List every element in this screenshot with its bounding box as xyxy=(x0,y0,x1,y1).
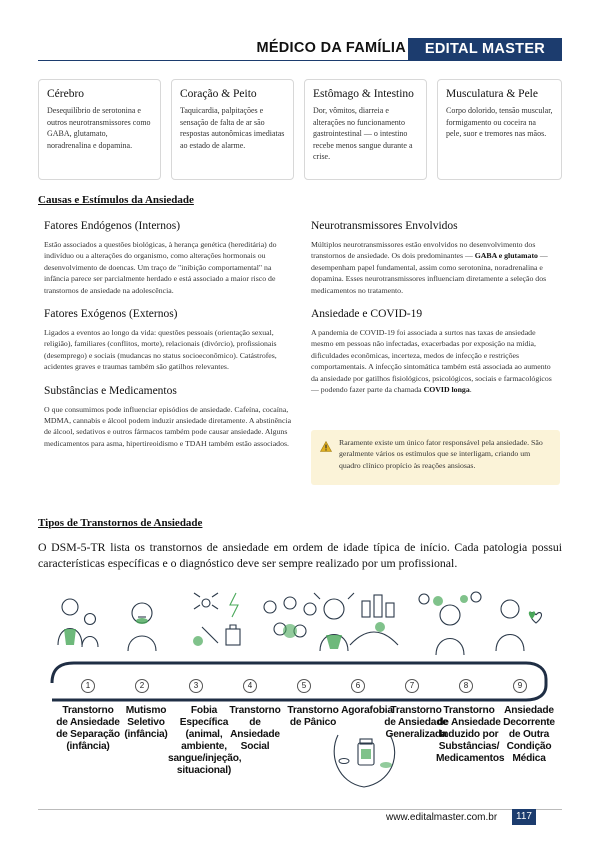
warning-box xyxy=(311,430,560,485)
header-title: MÉDICO DA FAMÍLIA xyxy=(256,40,406,56)
card-title: Coração & Peito xyxy=(180,88,257,100)
card-muscles xyxy=(437,79,562,180)
timeline-node: 5 xyxy=(297,679,311,693)
substances-text: O que consumimos pode influenciar episódios de ansiedade. Cafeína, cocaína, MDMA, cannabis e álcool podem induzir ansiedade diretamente. A abstinência de álcool, sedativos e outros fármacos também pode causar ansiedade. Alguns medicamentos para asma, hipertireoidismo e TDAH também estão associados. xyxy=(44,404,292,448)
card-brain xyxy=(38,79,161,180)
timeline-node: 3 xyxy=(189,679,203,693)
card-title: Estômago & Intestino xyxy=(313,88,414,100)
timeline-node: 9 xyxy=(513,679,527,693)
section-title-types: Tipos de Transtornos de Ansiedade xyxy=(38,517,203,529)
card-text: Desequilíbrio de serotonina e outros neurotransmissores como GABA, glutamato, noradrenalina e dopamina. xyxy=(47,106,151,150)
disorder-timeline xyxy=(38,585,562,810)
timeline-label-mutism: Mutismo Seletivo (infância) xyxy=(124,705,168,740)
section-title-causes: Causas e Estímulos da Ansiedade xyxy=(38,194,194,206)
timeline-label-generalized: Transtorno de Ansiedade Generalizada xyxy=(384,705,448,740)
warning-icon xyxy=(320,441,332,452)
header-divider xyxy=(38,60,562,61)
card-text: Corpo dolorido, tensão muscular, formigamento ou coceira na pele, suor e tremores nas mãos. xyxy=(446,106,553,138)
exogenous-title: Fatores Exógenos (Externos) xyxy=(44,308,178,321)
timeline-node: 6 xyxy=(351,679,365,693)
card-title: Musculatura & Pele xyxy=(446,88,538,100)
neuro-title: Neurotransmissores Envolvidos xyxy=(311,220,458,232)
page-number: 117 xyxy=(512,809,536,825)
card-text: Taquicardia, palpitações e sensação de falta de ar são respostas autonômicas imediatas ao estado de alarme. xyxy=(180,106,285,150)
header-brand: EDITAL MASTER xyxy=(408,38,562,60)
endogenous-title: Fatores Endógenos (Internos) xyxy=(44,220,181,232)
covid-title: Ansiedade e COVID-19 xyxy=(311,308,423,321)
timeline-node: 7 xyxy=(405,679,419,693)
timeline-illustration xyxy=(38,585,562,810)
timeline-label-social: Transtorno de Ansiedade Social xyxy=(229,705,281,752)
timeline-label-agoraphobia: Agorafobia xyxy=(341,705,393,716)
timeline-label-panic: Transtorno de Pânico xyxy=(287,705,339,728)
timeline-label-substance: Transtorno de Ansiedade Induzido por Substâncias/ Medicamentos xyxy=(436,705,505,764)
covid-text: A pandemia de COVID-19 foi associada a surtos nas taxas de ansiedade mesmo em pessoas não infectadas, exacerbadas por exposição na mídia, dificuldades econômicas, incerteza, medos de infecção e restrições comportamentais. A infecção sintomática também está associada ao aumento da ansiedade por gatilhos fisiológicos, psicológicos, sociais e farmacológicos — podendo fazer parte da chamada COVID longa. xyxy=(311,328,552,395)
timeline-node: 2 xyxy=(135,679,149,693)
substances-title: Substâncias e Medicamentos xyxy=(44,384,177,397)
timeline-label-specific-phobia: Fobia Específica (animal, ambiente, sangue/injeção, situacional) xyxy=(168,705,242,776)
covid-bold: COVID longa xyxy=(423,385,470,395)
card-heart xyxy=(171,79,294,180)
card-title: Cérebro xyxy=(47,88,85,100)
footer-divider xyxy=(38,809,562,810)
causes-right-column xyxy=(311,220,559,395)
footer-url[interactable]: www.editalmaster.com.br xyxy=(386,812,498,823)
causes-left-column xyxy=(44,220,292,449)
timeline-node: 1 xyxy=(81,679,95,693)
timeline-label-separation: Transtorno de Ansiedade de Separação (infância) xyxy=(56,705,120,752)
symptom-cards xyxy=(38,79,562,180)
neuro-bold: GABA e glutamato xyxy=(474,251,538,261)
timeline-node: 8 xyxy=(459,679,473,693)
card-text: Dor, vômitos, diarreia e alterações no funcionamento gastrointestinal — o intestino recebe menos sangue durante a crise. xyxy=(313,106,413,161)
timeline-label-medical: Ansiedade Decorrente de Outra Condição Médica xyxy=(503,705,555,764)
types-intro: O DSM-5-TR lista os transtornos de ansiedade em ordem de idade típica de início. Cada patologia possui características específicas e o diagnóstico deve ser sempre realizado por um profissional. xyxy=(38,540,562,570)
warning-text: Raramente existe um único fator responsável pela ansiedade. São geralmente vários os estímulos que se interligam, criando um quadro clínico propício às reações ansiosas. xyxy=(339,438,543,470)
card-stomach xyxy=(304,79,427,180)
endogenous-text: Estão associados a questões biológicas, à herança genética (hereditária) do indivíduo ou a alterações do organismo, como alterações hormonais ou desenvolvimento de doencas. Um traço de "inibição comportamental" na infância parece ser parcialmente herdado e está associado a maior risco de transtornos de ansiedade na adolescência. xyxy=(44,240,277,295)
neuro-text: Múltiplos neurotransmissores estão envolvidos no desenvolvimento dos transtornos de ansiedade. Os dois predominantes — GABA e glutamato — desempenham papel fundamental, assim como serotonina, noradrenalina e dopamina. Esses neurotransmissores influenciam diretamente a seleção dos medicamentos no tratamento. xyxy=(311,240,548,295)
exogenous-text: Ligados a eventos ao longo da vida: questões pessoais (orientação sexual, religião), familiares (conflitos, morte), relacionais (divórcio), profissionais (desemprego) e sociais (mudancas no status socioeconômico). Catástrofes, acidentes graves e traumas também são gatilhos relevantes. xyxy=(44,328,277,372)
page-header xyxy=(38,38,562,60)
timeline-node: 4 xyxy=(243,679,257,693)
